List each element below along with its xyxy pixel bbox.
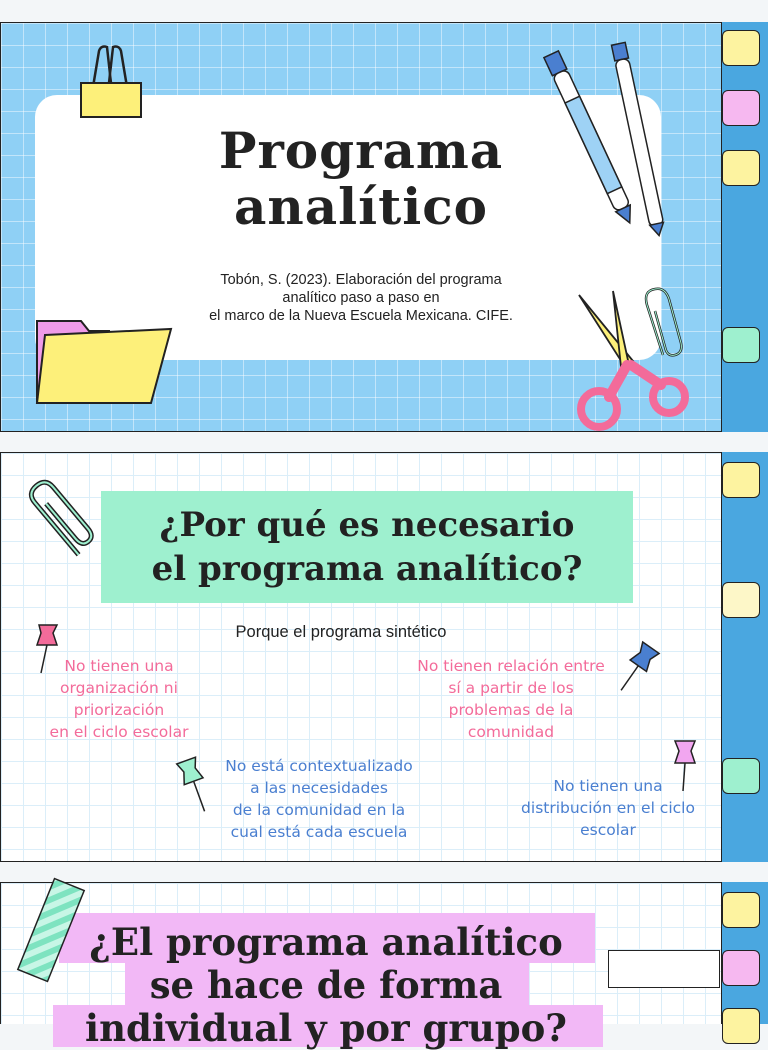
white-box	[608, 950, 720, 988]
tab-strip-3	[722, 882, 768, 1024]
heading-line-1: ¿Por qué es necesario	[159, 505, 575, 545]
note-contextualizado: No está contextualizado a las necesidades de la comunidad en la cual está cada escuela	[225, 757, 413, 841]
pushpin-blue-icon	[613, 639, 659, 699]
tab-yellow-3[interactable]	[722, 462, 760, 498]
reference-line-2: analítico paso a paso en	[282, 290, 440, 306]
tab-mint-1[interactable]	[722, 327, 760, 363]
tab-yellow-2[interactable]	[722, 150, 760, 186]
tab-strip-1	[722, 22, 768, 432]
pens-icon	[551, 35, 701, 235]
folder-icon	[31, 313, 181, 409]
slide-2-heading	[101, 491, 633, 603]
pushpin-purple-icon	[667, 737, 703, 793]
washi-tape-icon	[11, 875, 91, 985]
tab-yellow-4[interactable]	[722, 582, 760, 618]
intro-text: Porque el programa sintético	[235, 623, 447, 641]
pushpin-mint-icon	[175, 755, 215, 817]
pushpin-pink-icon	[29, 619, 65, 675]
paperclip-icon	[21, 475, 97, 563]
slide-3-heading	[41, 921, 611, 1050]
heading-line-2: se hace de forma	[149, 963, 503, 1007]
note-organizacion: No tienen una organización ni priorización en el ciclo escolar	[49, 657, 189, 741]
heading-line-1: ¿El programa analítico	[89, 920, 563, 964]
tab-pink-2[interactable]	[722, 950, 760, 986]
paperclip-icon	[637, 285, 685, 365]
tab-mint-2[interactable]	[722, 758, 760, 794]
slide-1	[0, 22, 722, 432]
title-line-2: analítico	[233, 177, 489, 236]
reference-line-1: Tobón, S. (2023). Elaboración del programa	[220, 272, 502, 288]
heading-line-3: individual y por grupo?	[85, 1006, 567, 1050]
tab-pink-1[interactable]	[722, 90, 760, 126]
tab-yellow-1[interactable]	[722, 30, 760, 66]
tab-yellow-5[interactable]	[722, 892, 760, 928]
tab-yellow-6[interactable]	[722, 1008, 760, 1044]
note-distribucion: No tienen una distribución en el ciclo escolar	[521, 777, 695, 839]
reference-line-3: el marco de la Nueva Escuela Mexicana. CIFE.	[209, 308, 513, 324]
title-line-1: Programa	[218, 121, 504, 180]
note-relacion: No tienen relación entre sí a partir de los problemas de la comunidad	[417, 657, 605, 741]
binder-clip-icon	[75, 43, 145, 121]
tab-strip-2	[722, 452, 768, 862]
slide-2	[0, 452, 722, 862]
heading-line-2: el programa analítico?	[151, 549, 583, 589]
